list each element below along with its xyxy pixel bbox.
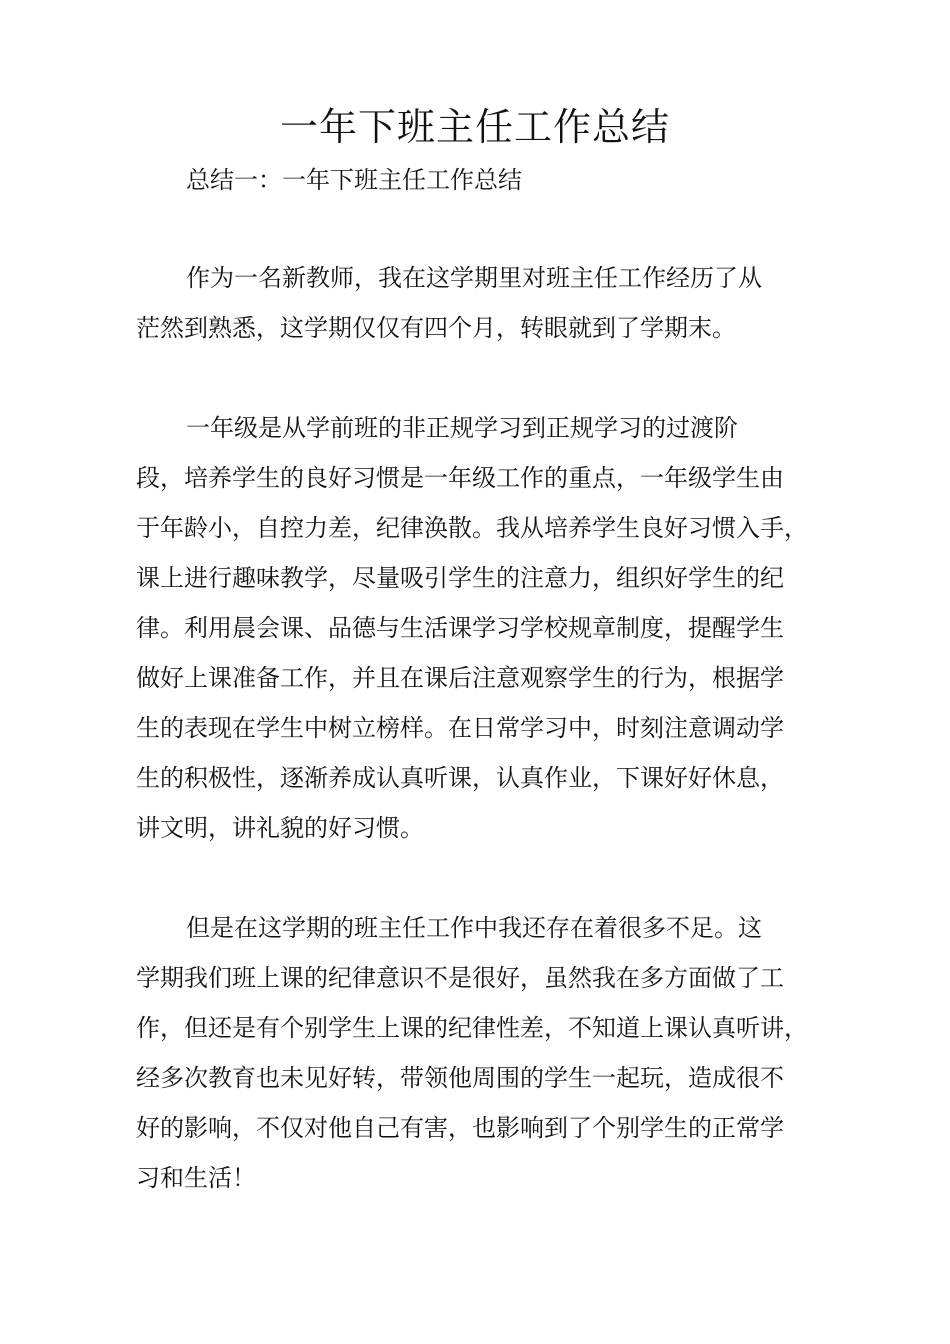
paragraph-line: 一年级是从学前班的非正规学习到正规学习的过渡阶 — [186, 414, 738, 442]
paragraph-line: 生的积极性，逐渐养成认真听课，认真作业，下课好好休息， — [136, 764, 784, 792]
paragraph-line: 作，但还是有个别学生上课的纪律性差，不知道上课认真听讲， — [136, 1014, 808, 1042]
paragraph-line: 作为一名新教师，我在这学期里对班主任工作经历了从 — [186, 264, 762, 292]
subtitle: 总结一：一年下班主任工作总结 — [186, 166, 522, 194]
paragraph-line: 律。利用晨会课、品德与生活课学习学校规章制度，提醒学生 — [136, 614, 784, 642]
paragraph-line: 课上进行趣味教学，尽量吸引学生的注意力，组织好学生的纪 — [136, 564, 784, 592]
paragraph-line: 讲文明，讲礼貌的好习惯。 — [136, 814, 424, 842]
page-title: 一年下班主任工作总结 — [279, 105, 670, 149]
paragraph-line: 茫然到熟悉，这学期仅仅有四个月，转眼就到了学期末。 — [136, 314, 736, 342]
paragraph-line: 学期我们班上课的纪律意识不是很好，虽然我在多方面做了工 — [136, 964, 784, 992]
paragraph-line: 段，培养学生的良好习惯是一年级工作的重点，一年级学生由 — [136, 464, 784, 492]
paragraph-line: 生的表现在学生中树立榜样。在日常学习中，时刻注意调动学 — [136, 714, 784, 742]
paragraph-line: 经多次教育也未见好转，带领他周围的学生一起玩，造成很不 — [136, 1064, 784, 1092]
paragraph-line: 但是在这学期的班主任工作中我还存在着很多不足。这 — [186, 914, 762, 942]
paragraph-line: 好的影响，不仅对他自己有害，也影响到了个别学生的正常学 — [136, 1114, 784, 1142]
paragraph-line: 做好上课准备工作，并且在课后注意观察学生的行为，根据学 — [136, 664, 784, 692]
paragraph-line: 习和生活！ — [136, 1164, 256, 1192]
paragraph-line: 于年龄小，自控力差，纪律涣散。我从培养学生良好习惯入手， — [136, 514, 808, 542]
